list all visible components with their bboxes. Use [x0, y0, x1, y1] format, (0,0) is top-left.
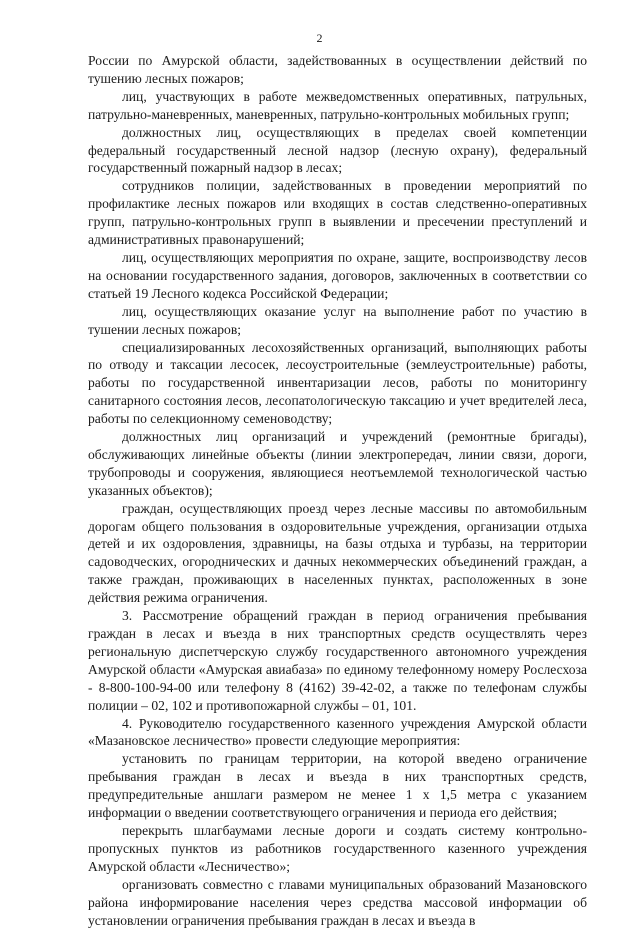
- paragraph-13: перекрыть шлагбаумами лесные дороги и создать систему контрольно-пропускных пунктов из работников государственного казенного учреждения Амурской области «Лесничество»;: [88, 822, 587, 874]
- paragraph-14: организовать совместно с главами муниципальных образований Мазановского района информирование населения через средства массовой информации об установлении ограничения пребывания граждан в лесах и въезда в: [88, 876, 587, 928]
- paragraph-12: установить по границам территории, на которой введено ограничение пребывания граждан в лесах и въезда в них транспортных средств, предупредительные аншлаги размером не менее 1 х 1,5 метра с указанием информации о введении соответствующего ограничения и периода его действия;: [88, 751, 587, 821]
- paragraph-9: граждан, осуществляющих проезд через лесные массивы по автомобильным дорогам общего пользования в оздоровительные учреждения, организации отдыха детей и их оздоровления, здравницы, на базы отдыха и турбазы, на территории садоводческих, огороднических и дачных некоммерческих объединений граждан, а также граждан, проживающих в населенных пунктах, расположенных в зоне действия режима ограничения.: [88, 500, 587, 606]
- paragraph-8: должностных лиц организаций и учреждений (ремонтные бригады), обслуживающих линейные объекты (линии электропередач, линии связи, дороги, трубопроводы и сооружения, являющиеся неотъемлемой технологической частью указанных объектов);: [88, 429, 587, 498]
- paragraph-10: 3. Рассмотрение обращений граждан в период ограничения пребывания граждан в лесах и въезда в них транспортных средств осуществлять через региональную диспетчерскую службу государственного автономного учреждения Амурской области «Амурская авиабаза» по единому телефонному номеру Рослесхоза - 8-800-100-94-00 или телефону 8 (4162) 39-42-02, а также по телефонам службы полиции – 02, 102 и противопожарной службы – 01, 101.: [88, 608, 587, 713]
- paragraph-1: России по Амурской области, задействованных в осуществлении действий по тушению лесных пожаров;: [88, 53, 587, 86]
- paragraph-3: должностных лиц, осуществляющих в пределах своей компетенции федеральный государственный лесной надзор (лесную охрану), федеральный государственный пожарный надзор в лесах;: [88, 124, 587, 176]
- paragraph-2: лиц, участвующих в работе межведомственных оперативных, патрульных, патрульно-маневренных, маневренных, патрульно-контрольных мобильных групп;: [88, 88, 587, 122]
- paragraph-7: специализированных лесохозяйственных организаций, выполняющих работы по отводу и таксации лесосек, лесоустроительные (землеустроительные) работы, работы по государственной инвентаризации лесов, работы по мониторингу санитарного состояния лесов, лесопатологическую таксацию и учет вредителей леса, работы по селекционному семеноводству;: [88, 339, 587, 427]
- paragraph-4: сотрудников полиции, задействованных в проведении мероприятий по профилактике лесных пожаров или входящих в состав следственно-оперативных групп, патрульно-контрольных групп в выявлении и пресечении преступлений и административных правонарушений;: [88, 178, 587, 248]
- paragraph-11: 4. Руководителю государственного казенного учреждения Амурской области «Мазановское лесничество» провести следующие мероприятия:: [88, 715, 587, 749]
- paragraph-6: лиц, осуществляющих оказание услуг на выполнение работ по участию в тушении лесных пожаров;: [88, 303, 587, 337]
- document-body: [88, 52, 587, 929]
- paragraph-5: лиц, осуществляющих мероприятия по охране, защите, воспроизводству лесов на основании государственного задания, договоров, заключенных в соответствии со статьей 19 Лесного кодекса Российской Федерации;: [88, 249, 587, 301]
- page-number: 2: [316, 31, 323, 45]
